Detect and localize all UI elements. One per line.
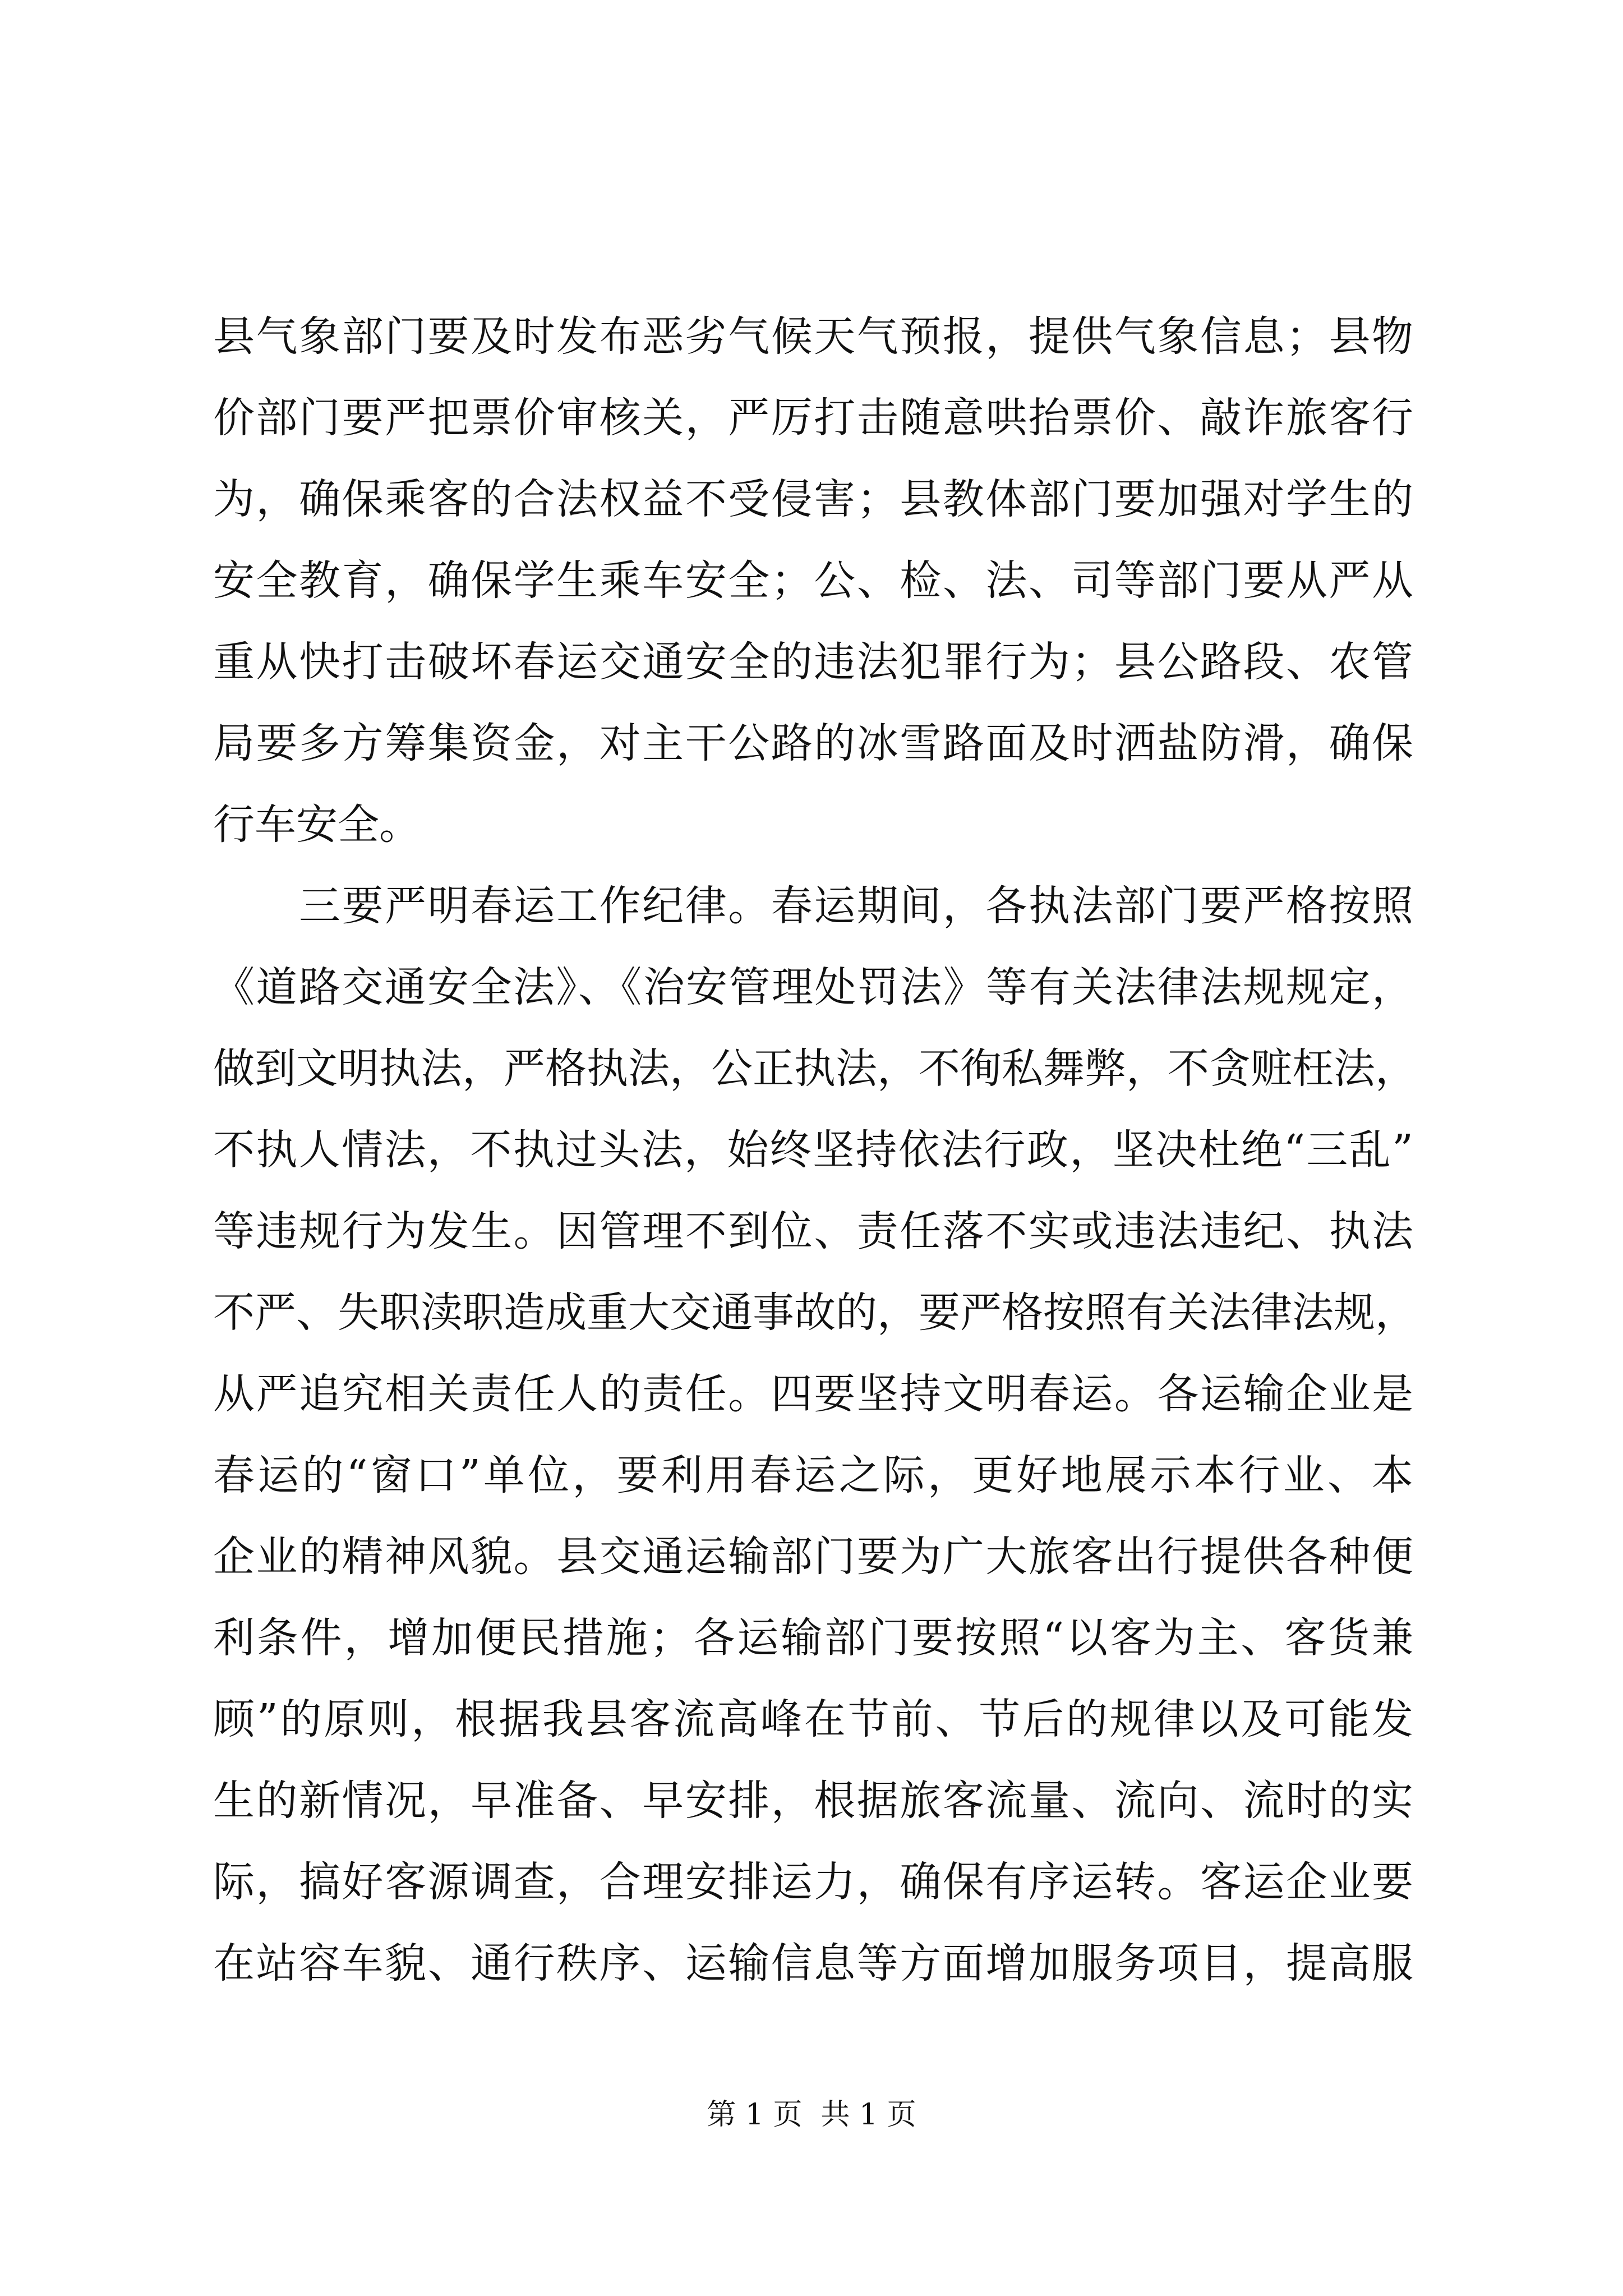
body-line: 春运的“窗口”单位，要利用春运之际，更好地展示本行业、本	[213, 1451, 1413, 1499]
body-line: 顾”的原则，根据我县客流高峰在节前、节后的规律以及可能发	[213, 1695, 1413, 1743]
body-line: 三要严明春运工作纪律。春运期间，各执法部门要严格按照	[213, 882, 1413, 930]
body-line: 局要多方筹集资金，对主干公路的冰雪路面及时洒盐防滑，确保	[213, 719, 1413, 767]
document-body	[213, 296, 1417, 2004]
body-line: 从严追究相关责任人的责任。四要坚持文明春运。各运输企业是	[213, 1370, 1413, 1418]
body-line: 重从快打击破坏春运交通安全的违法犯罪行为；县公路段、农管	[213, 638, 1413, 686]
body-line: 《道路交通安全法》、《治安管理处罚法》等有关法律法规规定，	[213, 963, 1413, 1011]
body-line: 生的新情况，早准备、早安排，根据旅客流量、流向、流时的实	[213, 1777, 1413, 1825]
body-line: 企业的精神风貌。县交通运输部门要为广大旅客出行提供各种便	[213, 1533, 1413, 1581]
body-line: 安全教育，确保学生乘车安全；公、检、法、司等部门要从严从	[213, 556, 1413, 605]
page-number-footer: 第 1 页 共 1 页	[707, 2098, 916, 2132]
body-line: 际，搞好客源调查，合理安排运力，确保有序运转。客运企业要	[213, 1858, 1413, 1906]
body-line: 行车安全。	[213, 800, 421, 849]
body-line: 不严、失职渎职造成重大交通事故的，要严格按照有关法律法规，	[213, 1289, 1417, 1337]
body-line: 为，确保乘客的合法权益不受侵害；县教体部门要加强对学生的	[213, 475, 1413, 523]
body-line: 在站容车貌、通行秩序、运输信息等方面增加服务项目，提高服	[213, 1939, 1413, 1987]
body-line: 做到文明执法，严格执法，公正执法，不徇私舞弊，不贪赃枉法，	[213, 1045, 1417, 1093]
body-line: 利条件，增加便民措施；各运输部门要按照“以客为主、客货兼	[213, 1614, 1413, 1662]
body-line: 不执人情法，不执过头法，始终坚持依法行政，坚决杜绝“三乱”	[213, 1126, 1413, 1174]
body-line: 等违规行为发生。因管理不到位、责任落不实或违法违纪、执法	[213, 1207, 1413, 1255]
body-line: 县气象部门要及时发布恶劣气候天气预报，提供气象信息；县物	[213, 312, 1413, 361]
body-line: 价部门要严把票价审核关，严厉打击随意哄抬票价、敲诈旅客行	[213, 394, 1413, 442]
